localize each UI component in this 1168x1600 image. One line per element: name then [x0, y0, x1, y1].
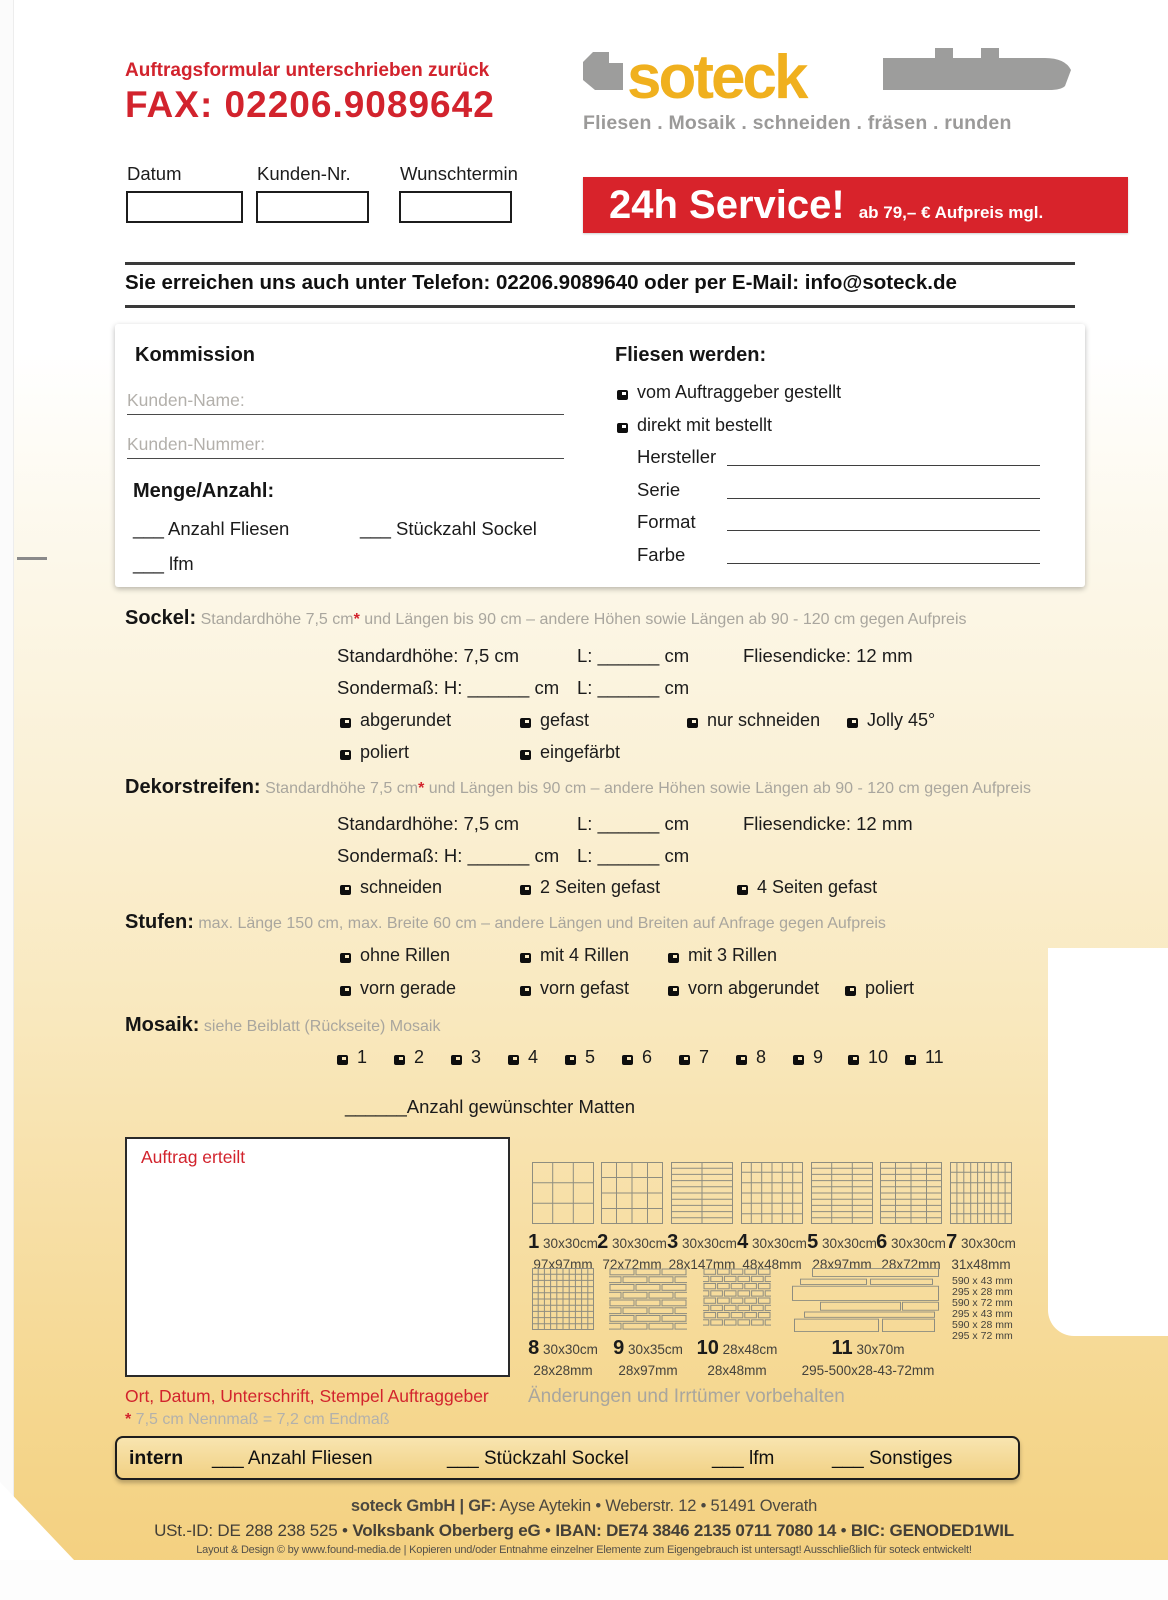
- menge-anzahl-title: Menge/Anzahl:: [133, 480, 275, 502]
- scan-right-notch: [1048, 948, 1168, 1336]
- scan-bottom-margin: [0, 1560, 1168, 1600]
- datum-input-box[interactable]: [126, 191, 243, 223]
- footer-text-segment: IBAN: DE74 3846 2135 0711 7080 14: [555, 1521, 837, 1540]
- checkbox-icon[interactable]: [736, 1055, 747, 1065]
- checkbox-icon[interactable]: [905, 1055, 916, 1065]
- checkbox-icon[interactable]: [337, 1055, 348, 1065]
- dekor-fliesendicke: Fliesendicke: 12 mm: [743, 813, 913, 834]
- checkbox-icon[interactable]: [340, 750, 351, 760]
- check-mosaik-6[interactable]: 6: [622, 1047, 652, 1068]
- plank-size-label: 295 x 28 mm: [952, 1286, 1013, 1298]
- mosaik-pattern-6: 6 30x30cm 28x72mm: [874, 1162, 948, 1272]
- check-mosaik-1[interactable]: 1: [337, 1047, 367, 1068]
- pattern-swatch-icon: [609, 1268, 687, 1332]
- check-mosaik-3[interactable]: 3: [451, 1047, 481, 1068]
- hersteller-input-line[interactable]: [727, 446, 1040, 466]
- plank-size-label: 295 x 43 mm: [952, 1308, 1013, 1320]
- pattern-swatch-icon: [532, 1162, 594, 1226]
- mosaik-pattern-2: 2 30x30cm 72x72mm: [595, 1162, 669, 1272]
- logo-graphic-icon: [583, 44, 1077, 110]
- mosaik-pattern-5: 5 30x30cm 28x97mm: [805, 1162, 879, 1272]
- intern-bar: [115, 1436, 1020, 1480]
- lfm-blank[interactable]: ___ lfm: [133, 553, 194, 574]
- mosaik-pattern-10: 10 28x48cm 28x48mm: [697, 1268, 777, 1378]
- datum-label: Datum: [127, 163, 182, 184]
- contact-line: Sie erreichen uns auch unter Telefon: 02206.9089640 oder per E-Mail: info@soteck.de: [125, 271, 957, 294]
- check-direkt-bestellt[interactable]: direkt mit bestellt: [617, 415, 772, 436]
- format-input-line[interactable]: [727, 511, 1040, 531]
- check-gefast[interactable]: gefast: [520, 710, 589, 731]
- check-mosaik-11[interactable]: 11: [905, 1047, 944, 1068]
- check-eingefaerbt[interactable]: eingefärbt: [520, 742, 620, 763]
- footnote-star: *: [125, 1411, 132, 1428]
- check-2-seiten-gefast[interactable]: 2 Seiten gefast: [520, 877, 660, 898]
- pattern-swatch-icon: [792, 1268, 944, 1332]
- auftrag-erteilt-box[interactable]: [125, 1137, 510, 1377]
- mosaik-pattern-11: 11 30x70m 295-500x28-43-72mm: [786, 1268, 950, 1378]
- pattern-swatch-icon: [811, 1162, 873, 1226]
- footer-company-line: [0, 1497, 1168, 1516]
- mosaik-pattern-9: 9 30x35cm 28x97mm: [603, 1268, 693, 1378]
- footer-text-segment: Ayse Aytekin • Weberstr. 12 • 51491 Overath: [496, 1497, 818, 1515]
- footnote-star: *: [418, 780, 425, 797]
- divider-top: [125, 262, 1075, 265]
- footer-text-segment: •: [540, 1521, 556, 1540]
- checkbox-icon[interactable]: [340, 953, 351, 963]
- check-4-seiten-gefast[interactable]: 4 Seiten gefast: [737, 877, 877, 898]
- wunschtermin-input-box[interactable]: [399, 191, 512, 223]
- signature-caption: Ort, Datum, Unterschrift, Stempel Auftraggeber: [125, 1386, 489, 1406]
- check-mosaik-4[interactable]: 4: [508, 1047, 538, 1068]
- pattern-swatch-icon: [601, 1162, 663, 1226]
- service-banner-note: ab 79,– € Aufpreis mgl.: [858, 203, 1044, 222]
- mosaik-pattern-7: 7 30x30cm 31x48mm: [944, 1162, 1018, 1272]
- checkbox-icon[interactable]: [520, 718, 531, 728]
- farbe-label: Farbe: [637, 544, 686, 565]
- serie-input-line[interactable]: [727, 479, 1040, 499]
- kundennr-label: Kunden-Nr.: [257, 163, 351, 184]
- disclaimer-note: Änderungen und Irrtümer vorbehalten: [528, 1386, 845, 1407]
- dekor-sondermass-blank[interactable]: Sondermaß: H: ______ cm: [337, 845, 560, 866]
- checkbox-icon[interactable]: [520, 986, 531, 996]
- checkbox-icon[interactable]: [520, 953, 531, 963]
- scan-left-margin: [0, 0, 14, 1600]
- footer-text-segment: •: [836, 1521, 851, 1540]
- checkbox-icon[interactable]: [793, 1055, 804, 1065]
- checkbox-icon[interactable]: [687, 718, 698, 728]
- check-mosaik-2[interactable]: 2: [394, 1047, 424, 1068]
- check-jolly45[interactable]: Jolly 45°: [847, 710, 935, 731]
- intern-lfm-blank[interactable]: ___ lfm: [712, 1448, 775, 1469]
- intern-stueckzahl-sockel-blank[interactable]: ___ Stückzahl Sockel: [447, 1448, 629, 1469]
- footer-text-segment: USt.-ID: DE 288 238 525 •: [154, 1521, 353, 1540]
- sockel-laenge2-blank[interactable]: L: ______ cm: [577, 677, 690, 698]
- check-nur-schneiden[interactable]: nur schneiden: [687, 710, 820, 731]
- mosaik-pattern-8: 8 30x30cm 28x28mm: [526, 1268, 600, 1378]
- checkbox-icon[interactable]: [520, 885, 531, 895]
- service-banner-title: 24h Service!: [609, 183, 845, 227]
- checkbox-icon[interactable]: [679, 1055, 690, 1065]
- stufen-header: Stufen: max. Länge 150 cm, max. Breite 60 cm – andere Längen und Breiten auf Anfrage gegen Aufpreis: [125, 911, 886, 933]
- checkbox-icon[interactable]: [847, 718, 858, 728]
- check-ohne-rillen[interactable]: ohne Rillen: [340, 945, 450, 966]
- checkbox-icon[interactable]: [394, 1055, 405, 1065]
- check-mit-3-rillen[interactable]: mit 3 Rillen: [668, 945, 777, 966]
- checkbox-icon[interactable]: [340, 885, 351, 895]
- logo-tagline: Fliesen . Mosaik . schneiden . fräsen . runden: [583, 112, 1012, 134]
- measure-footnote: * 7,5 cm Nennmaß = 7,2 cm Endmaß: [125, 1411, 390, 1428]
- svg-text:soteck: soteck: [627, 44, 806, 110]
- checkbox-icon[interactable]: [668, 953, 679, 963]
- plank-size-labels: [952, 1276, 1013, 1342]
- kundennr-input-box[interactable]: [256, 191, 369, 223]
- soteck-logo: [583, 44, 1077, 110]
- plank-size-label: 590 x 72 mm: [952, 1297, 1013, 1309]
- checkbox-icon[interactable]: [622, 1055, 633, 1065]
- matten-anzahl-blank[interactable]: ______Anzahl gewünschter Matten: [345, 1096, 636, 1117]
- hersteller-label: Hersteller: [637, 446, 717, 467]
- dekor-standardhoehe: Standardhöhe: 7,5 cm: [337, 813, 520, 834]
- footer-copyright-line: Layout & Design © by www.found-media.de | Kopieren und/oder Entnahme einzelner Elemente zum Eigengebrauch ist untersagt! Ausschließlich für soteck entwickelt!: [196, 1544, 972, 1556]
- mosaik-pattern-3: 3 30x30cm 28x147mm: [665, 1162, 739, 1272]
- checkbox-icon[interactable]: [617, 390, 628, 400]
- mosaik-pattern-4: 4 30x30cm 48x48mm: [735, 1162, 809, 1272]
- check-poliert[interactable]: poliert: [340, 742, 409, 763]
- return-note: Auftragsformular unterschrieben zurück: [125, 60, 490, 81]
- kunden-name-field[interactable]: Kunden-Name:: [127, 390, 564, 415]
- intern-label: intern: [129, 1447, 184, 1469]
- checkbox-icon[interactable]: [845, 986, 856, 996]
- sockel-laenge-blank[interactable]: L: ______ cm: [577, 645, 690, 666]
- check-mosaik-5[interactable]: 5: [565, 1047, 595, 1068]
- checkbox-icon[interactable]: [340, 986, 351, 996]
- check-mosaik-7[interactable]: 7: [679, 1047, 709, 1068]
- check-vorn-gerade[interactable]: vorn gerade: [340, 978, 456, 999]
- service-banner: [583, 177, 1128, 233]
- footer-text-segment: Volksbank Oberberg eG: [352, 1521, 541, 1540]
- plank-size-label: 590 x 43 mm: [952, 1275, 1013, 1287]
- checkbox-icon[interactable]: [520, 750, 531, 760]
- sockel-sondermass-blank[interactable]: Sondermaß: H: ______ cm: [337, 677, 560, 698]
- intern-anzahl-fliesen-blank[interactable]: ___ Anzahl Fliesen: [212, 1448, 373, 1469]
- dekorstreifen-header: Dekorstreifen: Standardhöhe 7,5 cm* und Längen bis 90 cm – andere Höhen sowie Längen ab 90 - 120 cm gegen Aufpreis: [125, 776, 1031, 798]
- auftrag-erteilt-label: Auftrag erteilt: [141, 1147, 246, 1167]
- check-abgerundet[interactable]: abgerundet: [340, 710, 451, 731]
- kunden-nummer-field[interactable]: Kunden-Nummer:: [127, 434, 564, 459]
- dekor-laenge2-blank[interactable]: L: ______ cm: [577, 845, 690, 866]
- check-mit-4-rillen[interactable]: mit 4 Rillen: [520, 945, 629, 966]
- pattern-swatch-icon: [741, 1162, 803, 1226]
- checkbox-icon[interactable]: [617, 423, 628, 433]
- check-vorn-gefast[interactable]: vorn gefast: [520, 978, 629, 999]
- format-label: Format: [637, 511, 696, 532]
- registration-dash: [17, 557, 47, 560]
- wunschtermin-label: Wunschtermin: [400, 163, 518, 184]
- check-mosaik-10[interactable]: 10: [848, 1047, 888, 1068]
- sockel-fliesendicke: Fliesendicke: 12 mm: [743, 645, 913, 666]
- fliesen-werden-title: Fliesen werden:: [615, 344, 767, 366]
- plank-size-label: 295 x 72 mm: [952, 1330, 1013, 1342]
- pattern-swatch-icon: [880, 1162, 942, 1226]
- kommission-title: Kommission: [135, 344, 256, 366]
- dekor-laenge-blank[interactable]: L: ______ cm: [577, 813, 690, 834]
- checkbox-icon[interactable]: [451, 1055, 462, 1065]
- check-schneiden[interactable]: schneiden: [340, 877, 442, 898]
- check-mosaik-9[interactable]: 9: [793, 1047, 823, 1068]
- stueckzahl-sockel-blank[interactable]: ___ Stückzahl Sockel: [360, 518, 537, 539]
- divider-bottom: [125, 305, 1075, 308]
- footnote-star: *: [353, 611, 360, 628]
- check-stufen-poliert[interactable]: poliert: [845, 978, 914, 999]
- anzahl-fliesen-blank[interactable]: ___ Anzahl Fliesen: [133, 518, 290, 539]
- check-mosaik-8[interactable]: 8: [736, 1047, 766, 1068]
- sockel-standardhoehe: Standardhöhe: 7,5 cm: [337, 645, 520, 666]
- fax-number: FAX: 02206.9089642: [125, 84, 495, 125]
- plank-size-label: 590 x 28 mm: [952, 1319, 1013, 1331]
- sockel-header: Sockel: Standardhöhe 7,5 cm* und Längen bis 90 cm – andere Höhen sowie Längen ab 90 - 120 cm gegen Aufpreis: [125, 607, 967, 629]
- footer-text-segment: soteck GmbH | GF:: [350, 1497, 497, 1515]
- pattern-swatch-icon: [532, 1268, 594, 1332]
- footer-bank-line: [0, 1521, 1168, 1541]
- footer-text-segment: BIC: GENODED1WIL: [850, 1521, 1014, 1540]
- pattern-swatch-icon: [671, 1162, 733, 1226]
- checkbox-icon[interactable]: [848, 1055, 859, 1065]
- serie-label: Serie: [637, 479, 681, 500]
- checkbox-icon[interactable]: [668, 986, 679, 996]
- pattern-swatch-icon: [703, 1268, 771, 1332]
- pattern-swatch-icon: [950, 1162, 1012, 1226]
- mosaik-pattern-1: 1 30x30cm 97x97mm: [526, 1162, 600, 1272]
- checkbox-icon[interactable]: [737, 885, 748, 895]
- check-vorn-abgerundet[interactable]: vorn abgerundet: [668, 978, 819, 999]
- check-vom-auftraggeber[interactable]: vom Auftraggeber gestellt: [617, 382, 841, 403]
- checkbox-icon[interactable]: [508, 1055, 519, 1065]
- farbe-input-line[interactable]: [727, 544, 1040, 564]
- mosaik-header: Mosaik: siehe Beiblatt (Rückseite) Mosaik: [125, 1014, 441, 1036]
- intern-sonstiges-blank[interactable]: ___ Sonstiges: [832, 1448, 953, 1469]
- checkbox-icon[interactable]: [565, 1055, 576, 1065]
- checkbox-icon[interactable]: [340, 718, 351, 728]
